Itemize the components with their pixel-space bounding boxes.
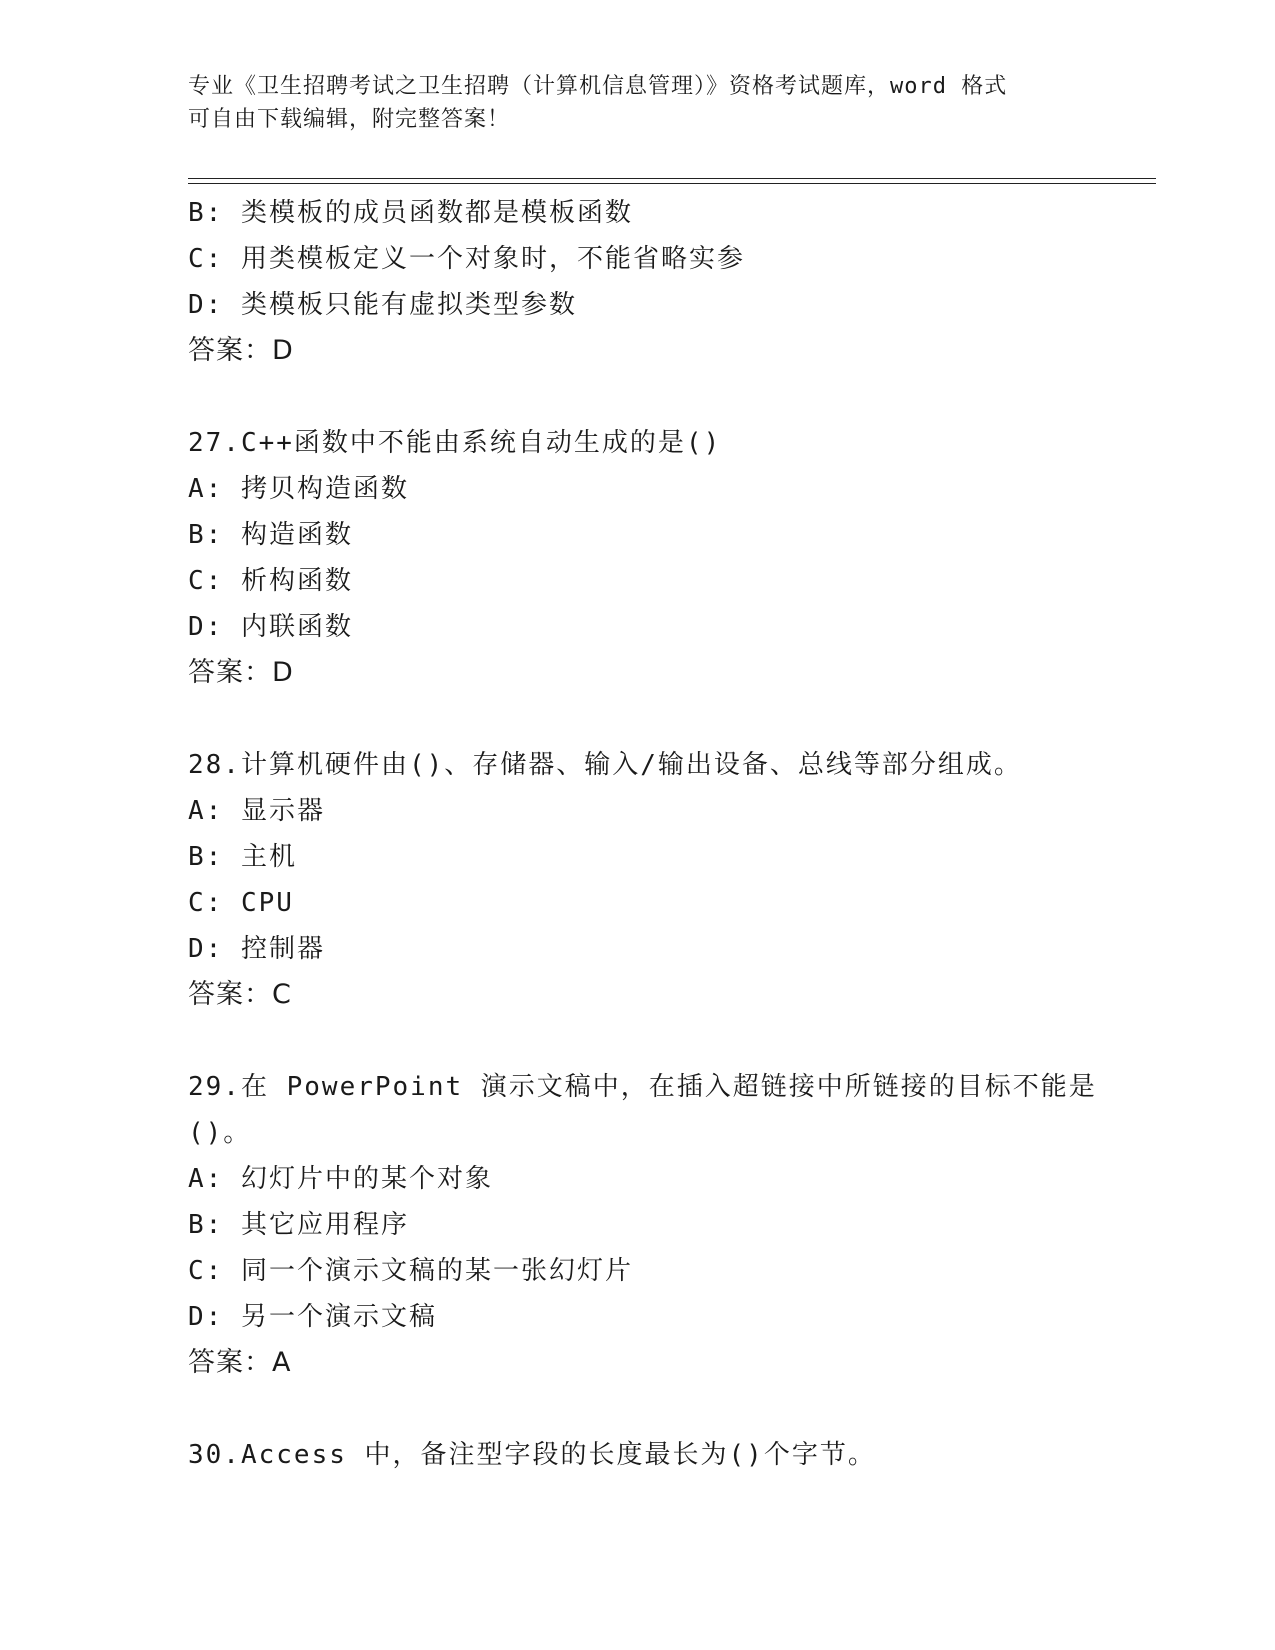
answer-line: 答案：A	[188, 1347, 292, 1378]
question-26-continued	[188, 190, 1156, 374]
option-c: C: 同一个演示文稿的某一张幻灯片	[188, 1256, 633, 1286]
option-a: A: 拷贝构造函数	[188, 474, 409, 504]
question-27	[188, 420, 1156, 696]
answer-line: 答案：D	[188, 657, 294, 688]
option-d: D: 另一个演示文稿	[188, 1302, 437, 1332]
answer-line: 答案：C	[188, 979, 292, 1010]
question-29	[188, 1064, 1156, 1386]
question-stem: 27.C++函数中不能由系统自动生成的是()	[188, 428, 722, 458]
option-b: B: 构造函数	[188, 520, 353, 550]
document-header	[188, 70, 1088, 136]
option-a: A: 幻灯片中的某个对象	[188, 1164, 493, 1194]
answer-line: 答案：D	[188, 335, 294, 366]
header-divider-top	[188, 178, 1156, 179]
option-d: D: 控制器	[188, 934, 325, 964]
question-stem: 28.计算机硬件由()、存储器、输入/输出设备、总线等部分组成。	[188, 750, 1022, 780]
option-c: C: 用类模板定义一个对象时，不能省略实参	[188, 244, 745, 274]
option-c: C: 析构函数	[188, 566, 353, 596]
option-c: C: CPU	[188, 888, 294, 918]
option-d: D: 内联函数	[188, 612, 353, 642]
question-stem: 30.Access 中，备注型字段的长度最长为()个字节。	[188, 1440, 876, 1470]
option-d: D: 类模板只能有虚拟类型参数	[188, 290, 577, 320]
option-a: A: 显示器	[188, 796, 325, 826]
header-divider-bottom	[188, 183, 1156, 184]
option-b: B: 其它应用程序	[188, 1210, 409, 1240]
header-line-2: 可自由下载编辑，附完整答案！	[188, 107, 511, 132]
header-line-1: 专业《卫生招聘考试之卫生招聘（计算机信息管理）》资格考试题库，word 格式	[188, 74, 1008, 99]
option-b: B: 类模板的成员函数都是模板函数	[188, 198, 633, 228]
question-stem: 29.在 PowerPoint 演示文稿中，在插入超链接中所链接的目标不能是	[188, 1072, 1097, 1102]
question-28	[188, 742, 1156, 1018]
question-stem-continued: ()。	[188, 1118, 252, 1148]
question-list	[188, 190, 1156, 1478]
question-30	[188, 1432, 1156, 1478]
option-b: B: 主机	[188, 842, 297, 872]
